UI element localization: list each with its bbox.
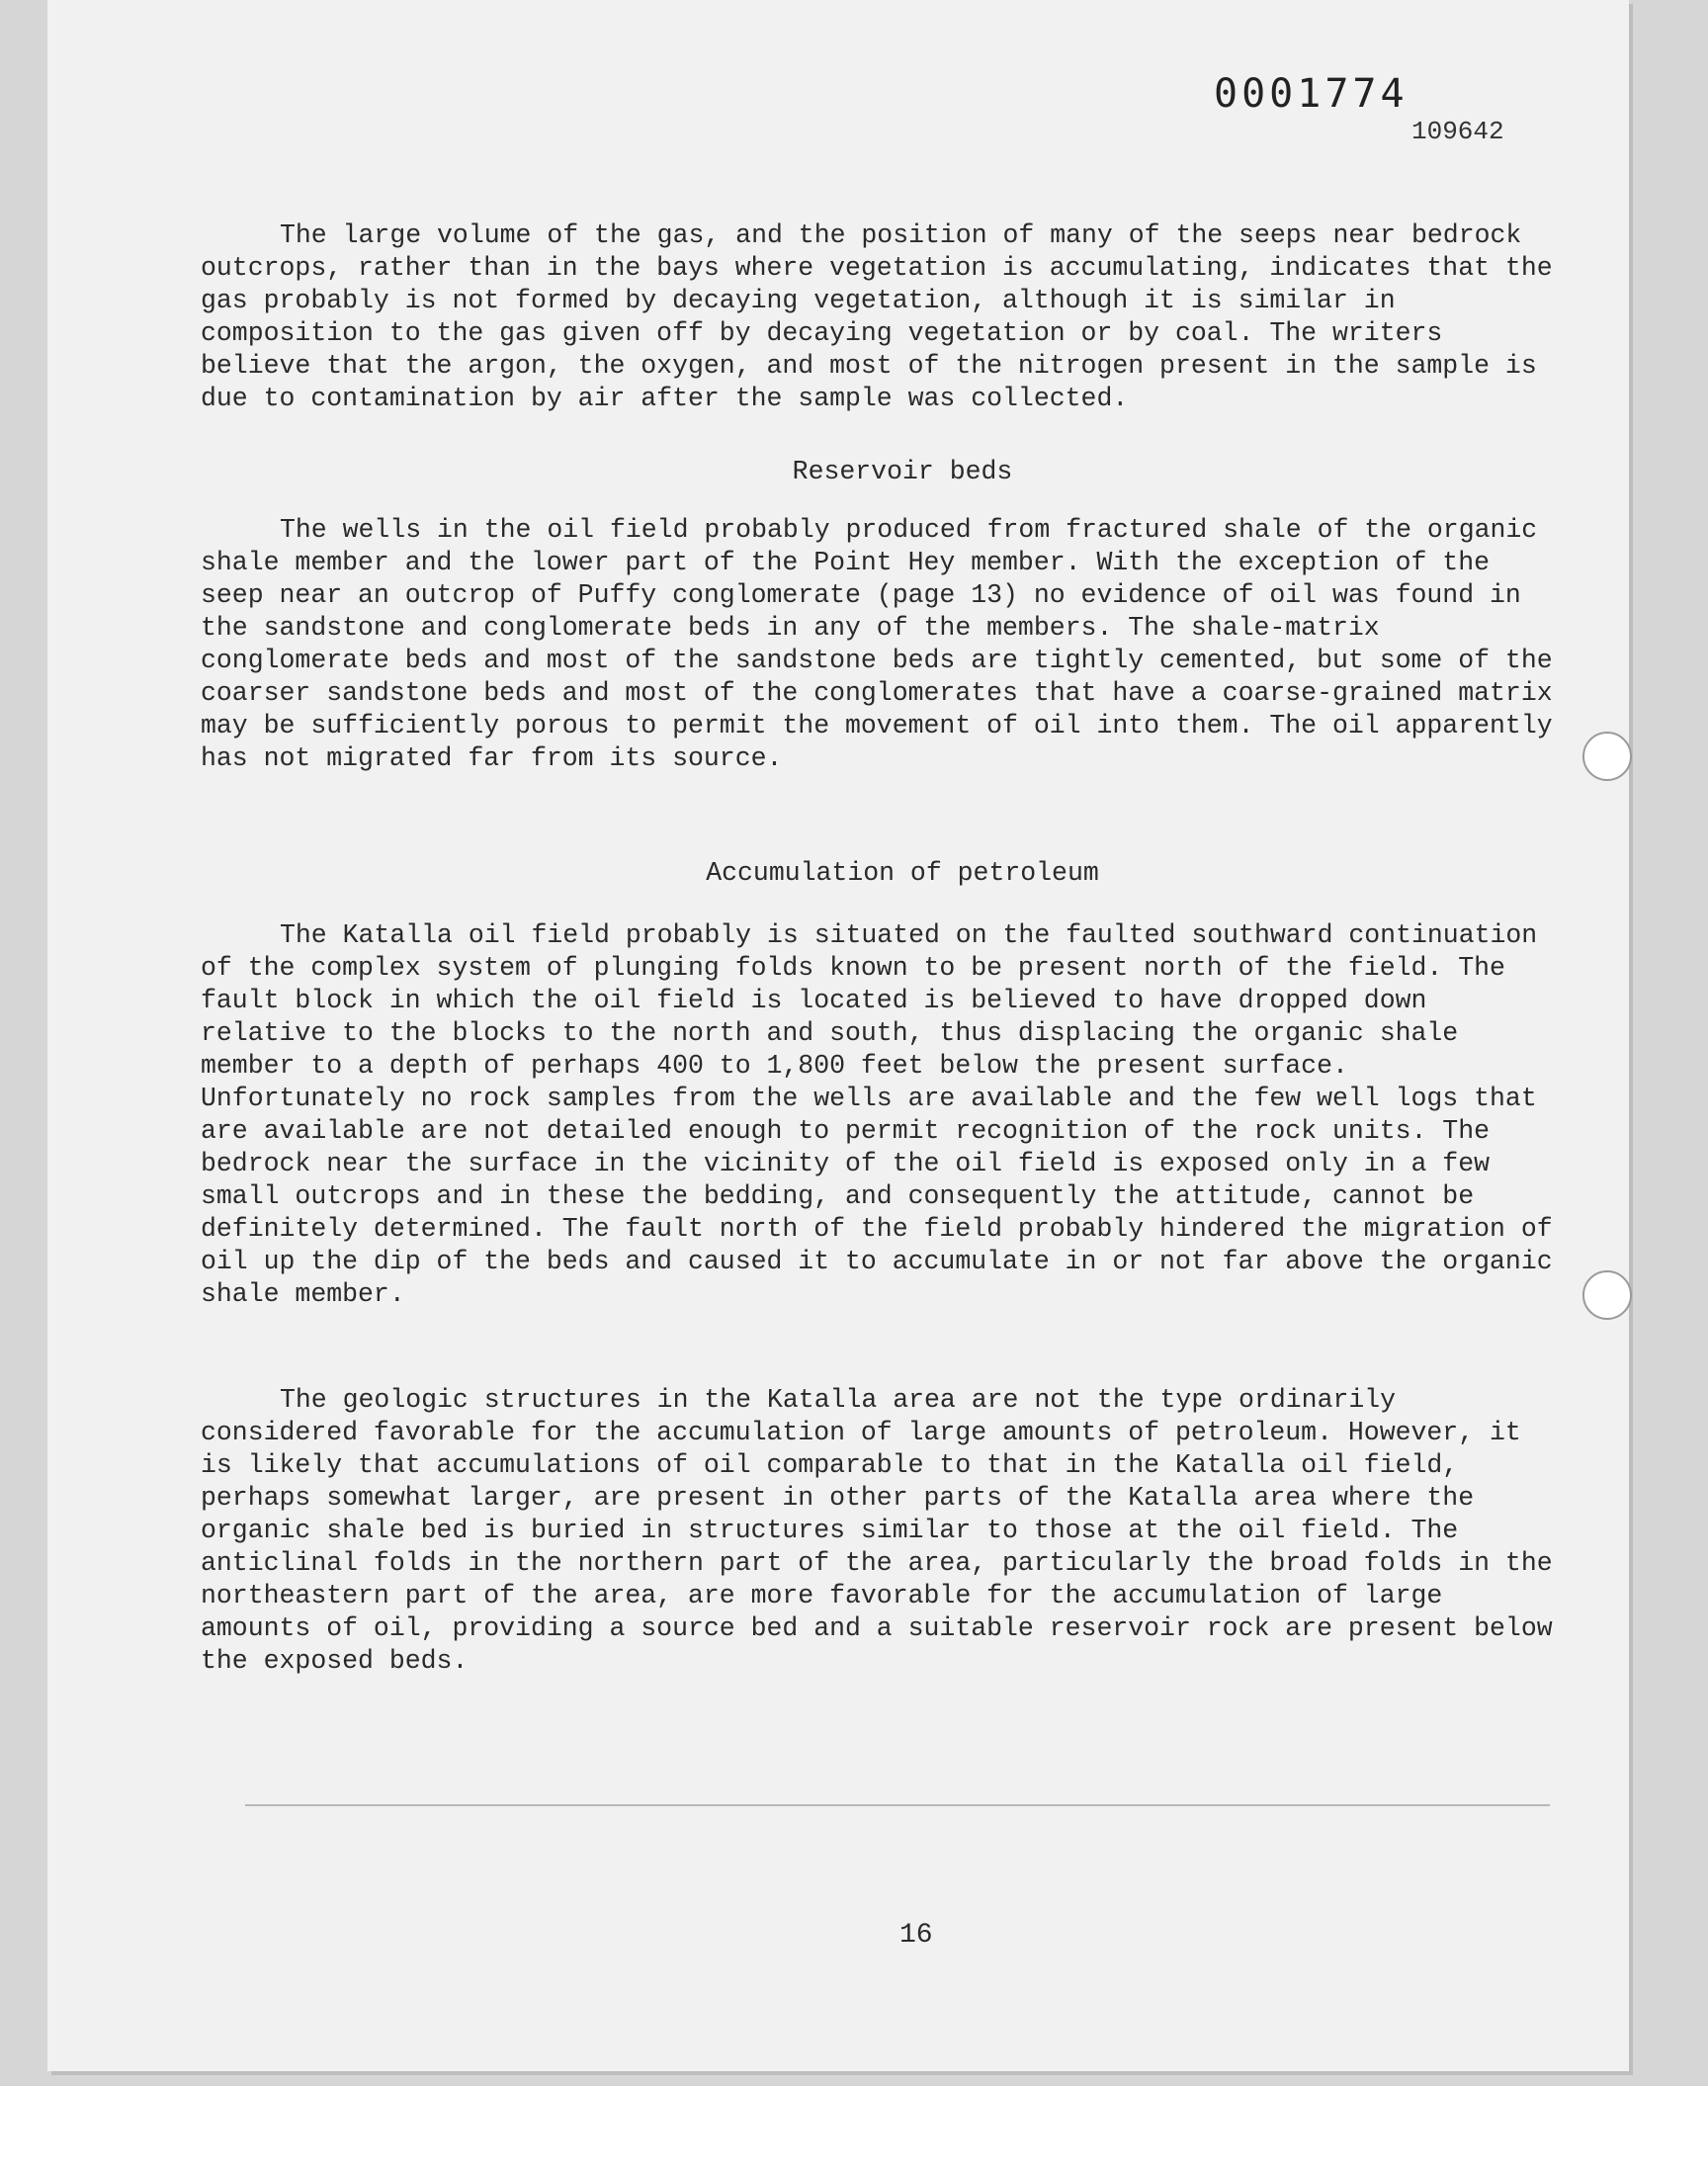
reference-number: 109642 <box>1411 117 1504 146</box>
paragraph-text: The geologic structures in the Katalla area are not the type ordinarily considered favorable for the accumulation of large amounts of petroleum. However, it is likely that accumulations of oil comparable to that in the Katalla oil field, perhaps somewhat larger, are present in other parts of the Katalla area where the organic shale bed is buried in structures similar to those at the oil field. The anticlinal folds in the northern part of the area, particularly the broad folds in the northeastern part of the area, are more favorable for the accumulation of large amounts of oil, providing a source bed and a suitable reservoir rock are present below the exposed beds. <box>201 1385 1553 1676</box>
document-page <box>47 0 1629 2071</box>
paragraph-geologic-structures <box>201 1384 1555 1678</box>
paragraph-reservoir-beds <box>201 514 1555 775</box>
punch-hole-upper <box>1582 732 1632 781</box>
document-number-stamp: 0001774 <box>1214 71 1409 117</box>
paragraph-text: The wells in the oil field probably produced from fractured shale of the organic shale member and the lower part of the Point Hey member. With the exception of the seep near an outcrop of Puffy conglomerate (page 13) no evidence of oil was found in the sandstone and conglomerate beds in any of the members. The shale-matrix conglomerate beds and most of the sandstone beds are tightly cemented, but some of the coarser sandstone beds and most of the conglomerates that have a coarse-grained matrix may be sufficiently porous to permit the movement of oil into them. The oil apparently has not migrated far from its source. <box>201 515 1553 773</box>
paragraph-text: The Katalla oil field probably is situated on the faulted southward continuation of the complex system of plunging folds known to be present north of the field. The fault block in which the oil field is located is believed to have dropped down relative to the blocks to the north and south, thus displacing the organic shale member to a depth of perhaps 400 to 1,800 feet below the present surface. Unfortunately no rock samples from the wells are available and the few well logs that are available are not detailed enough to permit recognition of the rock units. The bedrock near the surface in the vicinity of the oil field is exposed only in a few small outcrops and in these the bedding, and consequently the attitude, cannot be definitely determined. The fault north of the field probably hindered the migration of oil up the dip of the beds and caused it to accumulate in or not far above the organic shale member. <box>201 920 1553 1309</box>
paragraph-gas-origin <box>201 219 1555 415</box>
section-heading-reservoir-beds: Reservoir beds <box>792 457 1013 486</box>
paragraph-oil-field-structure <box>201 919 1555 1311</box>
punch-hole-lower <box>1582 1270 1632 1320</box>
section-heading-accumulation: Accumulation of petroleum <box>706 858 1099 888</box>
footnote-divider <box>245 1804 1550 1806</box>
paragraph-text: The large volume of the gas, and the position of many of the seeps near bedrock outcrops, rather than in the bays where vegetation is accumulating, indicates that the gas probably is not formed by decaying vegetation, although it is similar in composition to the gas given off by decaying vegetation or by coal. The writers believe that the argon, the oxygen, and most of the nitrogen present in the sample is due to contamination by air after the sample was collected. <box>201 220 1553 413</box>
page-number: 16 <box>899 1920 933 1951</box>
